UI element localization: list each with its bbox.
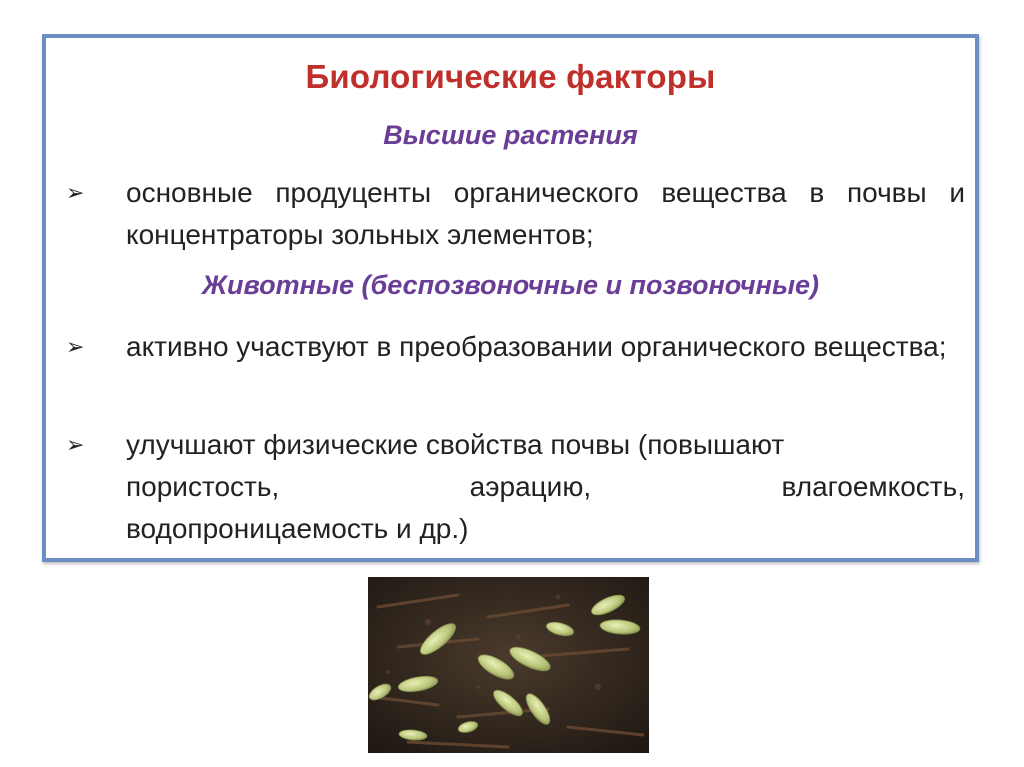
bullet-text [126, 424, 965, 550]
section-heading-animals: Животные (беспозвоночные и позвоночные) [201, 270, 820, 300]
soil-insects-photo-svg [368, 577, 649, 753]
bullet-item [60, 172, 965, 256]
arrow-bullet-icon: ➢ [66, 334, 85, 359]
bullet-word: пористость, [126, 471, 280, 502]
bullet-text: активно участвуют в преобразовании органического вещества; [126, 331, 947, 362]
bullet-text-line: улучшают физические свойства почвы (повышают [126, 429, 785, 460]
bullet-word: аэрацию, [469, 471, 592, 502]
bullet-item [60, 424, 965, 550]
soil-insects-photo [368, 577, 649, 753]
bullet-text-line [126, 466, 965, 508]
content-frame [42, 34, 979, 562]
bullet-text: основные продуценты органического вещества в почвы и концентраторы зольных элементов; [126, 177, 965, 250]
arrow-bullet-icon: ➢ [66, 432, 85, 457]
slide-title: Биологические факторы [305, 58, 716, 95]
arrow-bullet-icon: ➢ [66, 180, 85, 205]
bullet-word: влагоемкость, [781, 471, 965, 502]
bullet-text-line: водопроницаемость и др.) [126, 513, 469, 544]
section-heading-plants: Высшие растения [383, 120, 638, 150]
bullet-item [60, 326, 965, 368]
